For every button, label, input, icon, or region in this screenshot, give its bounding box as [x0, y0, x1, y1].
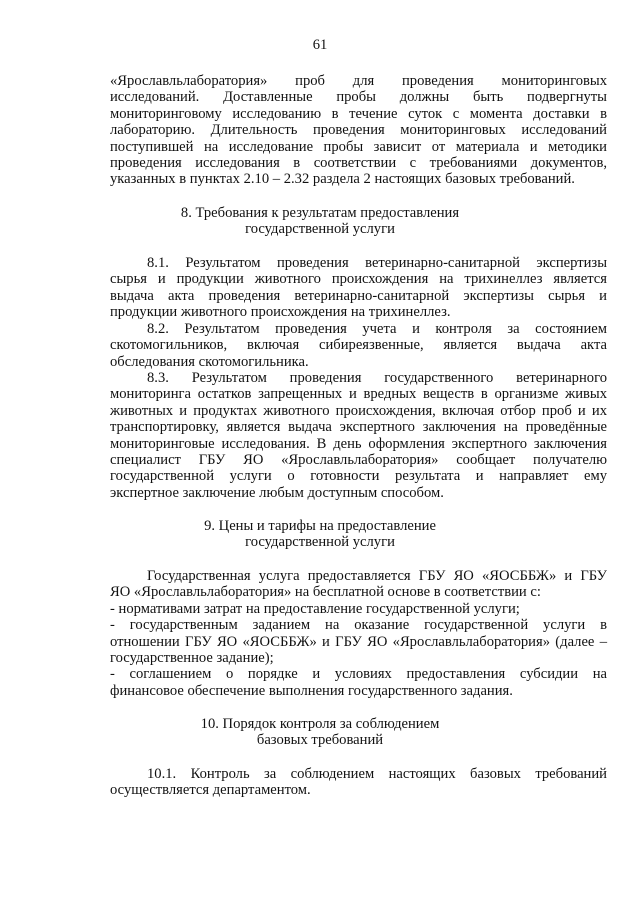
- text-line: животных и продуктах животного происхождения, включая отбор проб и их: [110, 402, 607, 419]
- paragraph-10-1: [110, 766, 607, 799]
- text-line: мониторинговому исследованию в течение суток с момента доставки в: [110, 105, 607, 122]
- text-line: исследований. Доставленные пробы должны быть подвергнуты: [110, 89, 607, 106]
- text-line: 8.2. Результатом проведения учета и контроля за состоянием: [147, 321, 607, 337]
- section-9-heading: 9. Цены и тарифы на предоставление государственной услуги: [204, 518, 436, 551]
- paragraph-9: [110, 568, 607, 699]
- text-line: продукции животного происхождения на трихинеллез.: [110, 304, 451, 321]
- list-item: - нормативами затрат на предоставление государственной услуги;: [110, 600, 520, 617]
- text-line: транспортировку, является выдача экспертного заключения на проведённые: [110, 419, 607, 436]
- list-item: - государственным заданием на оказание государственной услуги в: [110, 617, 607, 634]
- text-line: государственной услуги о готовности результата и направляет ему: [110, 468, 607, 485]
- text-line: финансовое обеспечение выполнения государственного задания.: [110, 682, 513, 699]
- text-line: поступившей на исследование пробы зависит от материала и методики: [110, 138, 607, 155]
- text-line: 10.1. Контроль за соблюдением настоящих базовых требований: [147, 766, 607, 782]
- text-line: мониторинговые исследования. В день оформления экспертного заключения: [110, 435, 607, 452]
- text-line: осуществляется департаментом.: [110, 782, 311, 799]
- text-line: экспертное заключение любым доступным способом.: [110, 484, 444, 501]
- text-line: сырья и продукции животного происхождения на трихинеллез является: [110, 271, 607, 288]
- page-number: 61: [312, 37, 328, 53]
- section-10-heading: 10. Порядок контроля за соблюдением базовых требований: [200, 716, 440, 749]
- text-line: мониторинга остатков запрещенных и вредных веществ в организме живых: [110, 386, 607, 403]
- text-line: выдача акта проведения ветеринарно-санитарной экспертизы сырья и: [110, 287, 607, 304]
- text-line: скотомогильников, включая сибиреязвенные, является выдача акта: [110, 337, 607, 354]
- text-line: лабораторию. Длительность проведения мониторинговых исследований: [110, 122, 607, 139]
- section-8-heading: 8. Требования к результатам предоставления государственной услуги: [180, 205, 460, 238]
- text-line: Государственная услуга предоставляется ГБУ ЯО «ЯОСББЖ» и ГБУ: [147, 568, 607, 584]
- list-item: - соглашением о порядке и условиях предоставления субсидии на: [110, 666, 607, 683]
- text-line: государственное задание);: [110, 649, 274, 666]
- text-line: 8.1. Результатом проведения ветеринарно-санитарной экспертизы: [147, 255, 607, 271]
- text-line: «Ярославльлаборатория» проб для проведения мониторинговых: [110, 73, 607, 89]
- text-line: обследования скотомогильника.: [110, 353, 309, 370]
- text-line: проведения исследования в соответствии с требованиями документов,: [110, 154, 607, 171]
- text-line: 8.3. Результатом проведения государственного ветеринарного: [147, 370, 607, 386]
- paragraph-8-3: [110, 370, 607, 501]
- text-line: ЯО «Ярославльлаборатория» на бесплатной основе в соответствии с:: [110, 584, 541, 601]
- paragraph-8-1: [110, 255, 607, 321]
- text-line: указанных в пунктах 2.10 – 2.32 раздела 2 настоящих базовых требований.: [110, 171, 575, 188]
- paragraph-8-2: [110, 321, 607, 370]
- intro-paragraph: [110, 73, 607, 188]
- text-line: специалист ГБУ ЯО «Ярославльлаборатория» сообщает получателю: [110, 451, 607, 468]
- text-line: отношении ГБУ ЯО «ЯОСББЖ» и ГБУ ЯО «Ярославльлаборатория» (далее –: [110, 633, 607, 650]
